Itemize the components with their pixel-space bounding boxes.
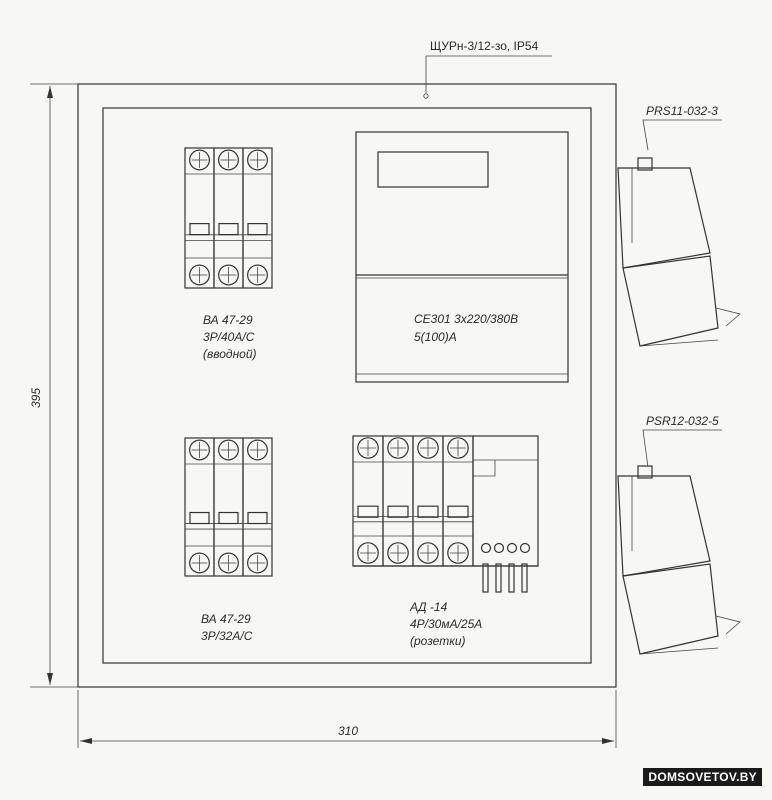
watermark-logo: DOMSOVETOV.BY xyxy=(643,768,762,786)
breaker-pole xyxy=(383,436,413,566)
terminal-screw-icon xyxy=(248,440,268,460)
breaker-pole xyxy=(243,438,272,576)
breaker-toggle-lever xyxy=(358,506,378,517)
socket-top-leader xyxy=(643,120,722,150)
rcd-wire-lead xyxy=(509,564,514,592)
width-dimension-line xyxy=(78,690,616,748)
terminal-screw-icon xyxy=(219,150,239,170)
terminal-screw-icon xyxy=(190,440,210,460)
terminal-screw-icon xyxy=(248,553,268,573)
meter-label-2: 5(100)А xyxy=(414,330,457,344)
terminal-screw-icon xyxy=(248,265,268,285)
group-breaker-label-1: ВА 47-29 xyxy=(201,612,251,626)
socket-lid xyxy=(623,256,718,346)
main-breaker xyxy=(185,148,272,288)
rcd-label-2: 4Р/30мА/25А xyxy=(410,617,483,631)
breaker-pole xyxy=(185,148,214,288)
height-dimension-value: 395 xyxy=(29,387,43,409)
height-dimension-line xyxy=(30,84,78,687)
industrial-socket-top xyxy=(618,158,740,346)
breaker-toggle-lever xyxy=(219,513,238,524)
socket-bottom-label: PSR12-032-5 xyxy=(646,414,719,428)
terminal-screw-icon xyxy=(388,438,408,458)
rcd-output-terminal-icon xyxy=(521,544,530,553)
breaker-toggle-lever xyxy=(448,506,468,517)
breaker-toggle-lever xyxy=(248,224,267,235)
terminal-screw-icon xyxy=(219,440,239,460)
electric-meter xyxy=(356,132,568,382)
terminal-screw-icon xyxy=(248,150,268,170)
terminal-screw-icon xyxy=(190,265,210,285)
breaker-pole xyxy=(214,438,243,576)
breaker-pole xyxy=(443,436,473,566)
rcd-output-terminal-icon xyxy=(482,544,491,553)
breaker-pole xyxy=(353,436,383,566)
terminal-screw-icon xyxy=(388,543,408,563)
socket-latch xyxy=(716,616,740,634)
enclosure-inner-panel xyxy=(103,108,591,663)
main-breaker-label-2: 3Р/40А/С xyxy=(203,330,255,344)
terminal-screw-icon xyxy=(219,553,239,573)
breaker-toggle-lever xyxy=(190,513,209,524)
rcd-output-terminal-icon xyxy=(508,544,517,553)
main-breaker-label-1: ВА 47-29 xyxy=(203,313,253,327)
socket-bottom-leader xyxy=(643,430,722,467)
group-breaker-label-2: 3Р/32А/С xyxy=(201,629,253,643)
breaker-toggle-lever xyxy=(388,506,408,517)
terminal-screw-icon xyxy=(418,438,438,458)
rcd-label-1: АД -14 xyxy=(410,600,448,614)
breaker-toggle-lever xyxy=(219,224,238,235)
breaker-pole xyxy=(243,148,272,288)
group-breaker xyxy=(185,438,272,576)
rcd-wire-lead xyxy=(483,564,488,592)
socket-top-label: PRS11-032-3 xyxy=(646,104,718,118)
breaker-toggle-lever xyxy=(190,224,209,235)
breaker-pole xyxy=(214,148,243,288)
rcd-output-terminal-icon xyxy=(495,544,504,553)
terminal-screw-icon xyxy=(358,438,378,458)
terminal-screw-icon xyxy=(190,150,210,170)
terminal-screw-icon xyxy=(358,543,378,563)
rcd-wire-lead xyxy=(522,564,527,592)
title-leader xyxy=(424,56,552,98)
terminal-screw-icon xyxy=(418,543,438,563)
width-dimension-value: 310 xyxy=(337,724,359,738)
residual-current-device xyxy=(349,436,538,596)
rcd-wire-lead xyxy=(496,564,501,592)
meter-label-1: СЕ301 3х220/380В xyxy=(414,312,519,326)
socket-lid xyxy=(623,564,718,654)
breaker-toggle-lever xyxy=(418,506,438,517)
terminal-screw-icon xyxy=(219,265,239,285)
breaker-pole xyxy=(413,436,443,566)
industrial-socket-bottom xyxy=(618,466,740,654)
breaker-toggle-lever xyxy=(248,513,267,524)
terminal-screw-icon xyxy=(448,543,468,563)
meter-display xyxy=(378,152,488,187)
breaker-pole xyxy=(185,438,214,576)
main-breaker-label-3: (вводной) xyxy=(203,347,257,361)
enclosure-outer xyxy=(78,84,616,687)
enclosure-title: ЩУРн-3/12-зо, IP54 xyxy=(430,39,539,53)
rcd-test-module xyxy=(473,436,538,566)
terminal-screw-icon xyxy=(190,553,210,573)
terminal-screw-icon xyxy=(448,438,468,458)
socket-latch xyxy=(716,308,740,326)
rcd-label-3: (розетки) xyxy=(410,634,466,648)
